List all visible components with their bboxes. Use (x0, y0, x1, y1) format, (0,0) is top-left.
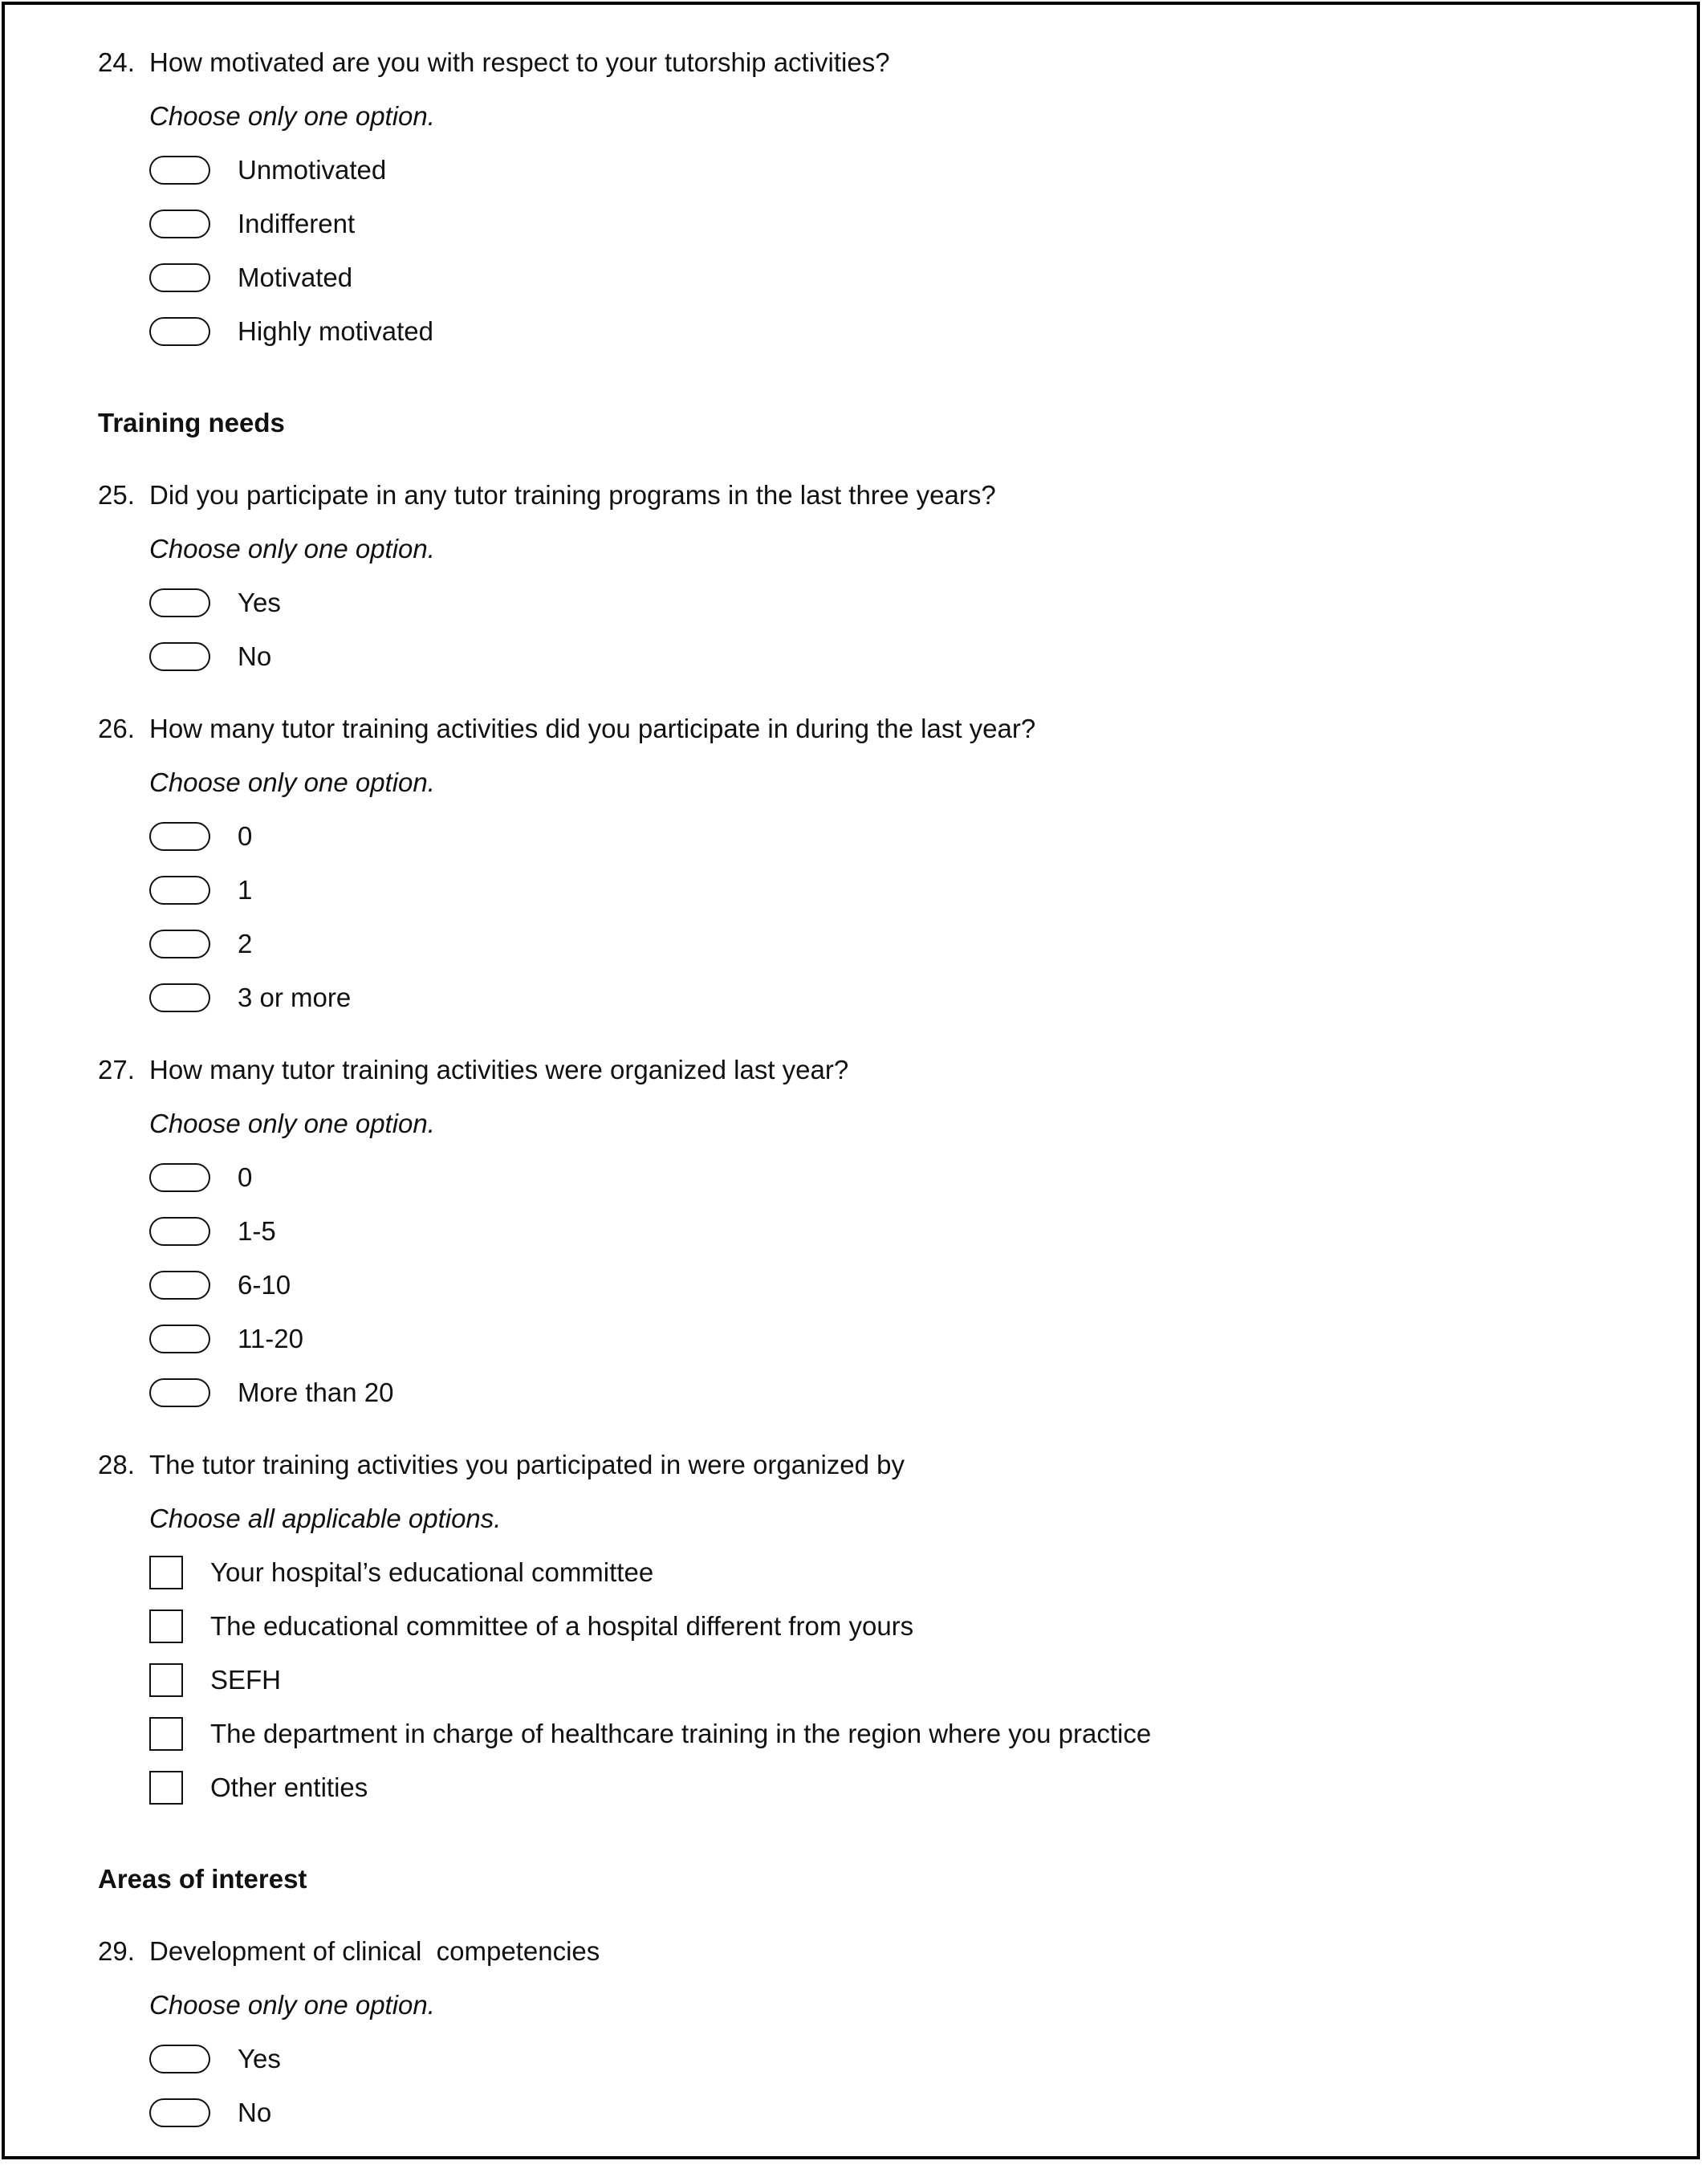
section-title-training-needs: Training needs (98, 408, 285, 437)
option-label: Yes (238, 588, 281, 617)
option-label: Motivated (238, 262, 353, 292)
question-29 (98, 1935, 1665, 2129)
option-3-or-more[interactable] (149, 982, 1665, 1014)
question-instruction: Choose all applicable options. (149, 1504, 502, 1533)
question-instruction: Choose only one option. (149, 101, 435, 131)
question-label: The tutor training activities you participated in were organized by (149, 1450, 905, 1479)
option-label: 1 (238, 875, 253, 905)
radio-button[interactable] (149, 2098, 210, 2127)
option-unmotivated[interactable] (149, 154, 1665, 186)
option-0[interactable] (149, 1162, 1665, 1194)
option-label: SEFH (210, 1665, 282, 1695)
question-number: 26. (98, 714, 135, 743)
radio-button[interactable] (149, 822, 210, 851)
radio-button[interactable] (149, 1271, 210, 1300)
question-label: How motivated are you with respect to your tutorship activities? (149, 47, 890, 77)
option-label: 1-5 (238, 1216, 276, 1246)
option-11-20[interactable] (149, 1323, 1665, 1355)
option-indifferent[interactable] (149, 208, 1665, 240)
option-sefh[interactable] (149, 1664, 1665, 1696)
option-label: 11-20 (238, 1324, 303, 1353)
radio-button[interactable] (149, 588, 210, 617)
radio-button[interactable] (149, 1378, 210, 1407)
option-other-entities[interactable] (149, 1772, 1665, 1804)
option-no[interactable] (149, 641, 1665, 673)
option-label: 6-10 (238, 1270, 291, 1300)
question-28 (98, 1449, 1665, 1804)
option-motivated[interactable] (149, 262, 1665, 294)
option-1[interactable] (149, 874, 1665, 906)
question-label: Development of clinical competencies (149, 1936, 600, 1966)
question-27 (98, 1054, 1665, 1409)
option-label: Your hospital’s educational committee (210, 1557, 654, 1587)
option-label: Highly motivated (238, 316, 433, 346)
checkbox[interactable] (149, 1663, 183, 1697)
questionnaire-page (2, 2, 1700, 2159)
option-label: The educational committee of a hospital different from yours (210, 1611, 914, 1641)
option-label: No (238, 2098, 272, 2127)
option-label: 0 (238, 1162, 253, 1192)
question-number: 25. (98, 480, 135, 510)
option-1-5[interactable] (149, 1215, 1665, 1247)
radio-button[interactable] (149, 876, 210, 905)
checkbox[interactable] (149, 1717, 183, 1751)
section-title-areas-of-interest: Areas of interest (98, 1864, 307, 1894)
radio-button[interactable] (149, 210, 210, 238)
option-label: The department in charge of healthcare training in the region where you practice (210, 1719, 1152, 1748)
option-yes[interactable] (149, 587, 1665, 619)
question-label: Did you participate in any tutor training programs in the last three years? (149, 480, 996, 510)
option-label: Other entities (210, 1772, 368, 1802)
question-number: 27. (98, 1055, 135, 1084)
question-24-text (98, 47, 1665, 79)
option-label: 2 (238, 929, 253, 958)
question-label: How many tutor training activities were organized last year? (149, 1055, 849, 1084)
radio-button[interactable] (149, 1163, 210, 1192)
question-instruction: Choose only one option. (149, 767, 435, 797)
option-0[interactable] (149, 820, 1665, 853)
radio-button[interactable] (149, 1325, 210, 1353)
option-no[interactable] (149, 2097, 1665, 2129)
option-label: Indifferent (238, 209, 356, 238)
question-instruction: Choose only one option. (149, 534, 435, 564)
option-yes[interactable] (149, 2043, 1665, 2075)
question-26-text (98, 713, 1665, 745)
option-regional-department[interactable] (149, 1718, 1665, 1750)
question-28-text (98, 1449, 1665, 1481)
option-own-hospital-committee[interactable] (149, 1557, 1665, 1589)
option-label: Yes (238, 2044, 281, 2073)
radio-button[interactable] (149, 983, 210, 1012)
radio-button[interactable] (149, 263, 210, 292)
radio-button[interactable] (149, 1217, 210, 1246)
checkbox[interactable] (149, 1556, 183, 1589)
checkbox[interactable] (149, 1771, 183, 1805)
checkbox[interactable] (149, 1609, 183, 1643)
radio-button[interactable] (149, 156, 210, 185)
option-more-than-20[interactable] (149, 1377, 1665, 1409)
question-instruction: Choose only one option. (149, 1990, 435, 2020)
question-label: How many tutor training activities did you participate in during the last year? (149, 714, 1036, 743)
option-highly-motivated[interactable] (149, 315, 1665, 348)
question-number: 28. (98, 1450, 135, 1479)
question-24 (98, 47, 1665, 348)
question-number: 24. (98, 47, 135, 77)
questionnaire-content (98, 47, 1665, 2129)
question-26 (98, 713, 1665, 1014)
question-number: 29. (98, 1936, 135, 1966)
question-instruction: Choose only one option. (149, 1109, 435, 1138)
question-27-text (98, 1054, 1665, 1086)
option-label: 3 or more (238, 983, 352, 1012)
radio-button[interactable] (149, 317, 210, 346)
option-2[interactable] (149, 928, 1665, 960)
option-6-10[interactable] (149, 1269, 1665, 1301)
option-label: More than 20 (238, 1377, 394, 1407)
option-label: 0 (238, 821, 253, 851)
question-25-text (98, 479, 1665, 511)
radio-button[interactable] (149, 930, 210, 958)
question-25 (98, 479, 1665, 673)
question-29-text (98, 1935, 1665, 1968)
radio-button[interactable] (149, 642, 210, 671)
radio-button[interactable] (149, 2045, 210, 2073)
option-other-hospital-committee[interactable] (149, 1610, 1665, 1642)
option-label: No (238, 641, 272, 671)
option-label: Unmotivated (238, 155, 387, 185)
